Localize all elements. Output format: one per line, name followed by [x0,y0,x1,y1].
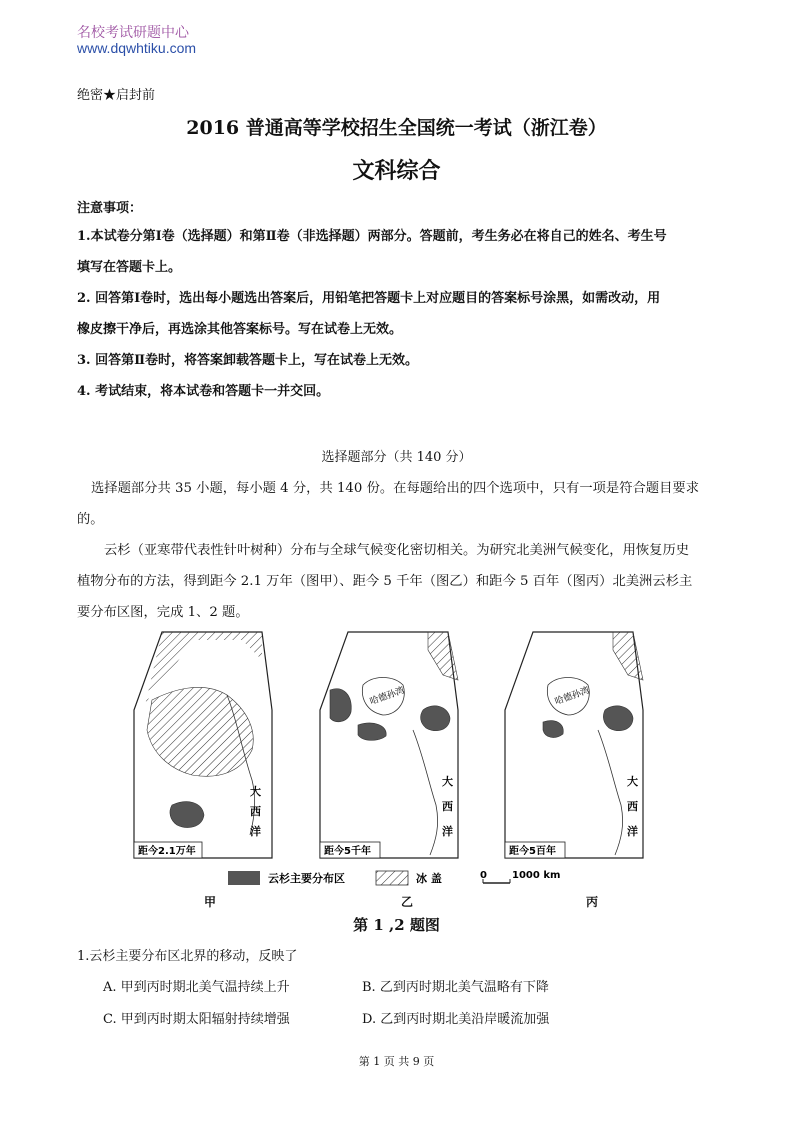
note-line: 2. 回答第Ⅰ卷时，选出每小题选出答案后，用铅笔把答题卡上对应题目的答案标号涂黑，如需改动，用 [77,291,661,306]
map-legend [228,868,568,888]
map-label-bing: 丙 [586,895,599,909]
watermark-name: 名校考试研题中心 [77,25,189,41]
legend-spruce-label: 云杉主要分布区 [268,872,345,885]
secret-mark: 绝密★启封前 [77,88,156,103]
figure-caption: 第 1 ,2 题图 [353,916,440,934]
bay-label: 哈德孙湾 [368,685,407,708]
map-jia-caption: 距今2.1万年 [138,846,196,857]
map-yi [318,630,478,860]
bay-label: 哈德孙湾 [553,685,592,708]
watermark-url[interactable]: www.dqwhtiku.com [77,40,197,56]
page-footer: 第 1 页 共 9 页 [358,1055,435,1068]
intro-line-1: 选择题部分共 35 小题，每小题 4 分，共 140 份。在每题给出的四个选项中，只有一项是符合题目要求 [91,481,699,496]
subject-title: 文科综合 [352,158,441,184]
option-c: C. 甲到丙时期太阳辐射持续增强 [103,1012,290,1027]
legend-spruce-swatch [228,871,260,885]
svg-text:洋: 洋 [250,825,261,838]
note-line: 1.本试卷分第Ⅰ卷（选择题）和第Ⅱ卷（非选择题）两部分。答题前，考生务必在将自己的姓名、考生号 [77,229,667,244]
svg-text:大: 大 [250,785,261,798]
map-bing-caption: 距今5百年 [509,846,556,857]
intro-line-2: 的。 [77,512,104,527]
legend-ice-swatch [376,871,408,885]
svg-text:洋: 洋 [627,825,638,838]
map-label-jia: 甲 [204,895,217,909]
passage-line-1: 云杉（亚寒带代表性针叶树种）分布与全球气候变化密切相关。为研究北美洲气候变化，用恢复历史 [104,543,690,558]
section-title: 选择题部分（共 140 分） [321,450,472,465]
map-jia [132,630,292,860]
svg-text:西: 西 [442,800,453,813]
map-yi-caption: 距今5千年 [324,846,371,857]
svg-text:西: 西 [250,805,261,818]
option-b: B. 乙到丙时期北美气温略有下降 [362,980,549,995]
note-line: 橡皮擦干净后，再选涂其他答案标号。写在试卷上无效。 [77,322,403,337]
question-stem: 1.云杉主要分布区北界的移动，反映了 [77,949,298,964]
svg-text:洋: 洋 [442,825,453,838]
scale-end: 1000 km [512,870,561,881]
option-a: A. 甲到丙时期北美气温持续上升 [103,980,290,995]
passage-line-2: 植物分布的方法，得到距今 2.1 万年（图甲）、距今 5 千年（图乙）和距今 5 百年（图丙）北美洲云杉主 [77,574,693,589]
scale-zero: 0 [480,870,487,881]
svg-text:西: 西 [627,800,638,813]
exam-title: 2016 普通高等学校招生全国统一考试（浙江卷） [186,117,607,139]
note-line: 填写在答题卡上。 [77,260,182,275]
map-bing [503,630,663,860]
legend-ice-label: 冰 盖 [416,872,442,885]
svg-text:大: 大 [627,775,638,788]
notes-heading: 注意事项： [77,201,143,216]
passage-line-3: 要分布区图，完成 1、2 题。 [77,605,249,620]
map-label-yi: 乙 [401,895,414,909]
note-line: 4. 考试结束，将本试卷和答题卡一并交回。 [77,384,330,399]
svg-text:大: 大 [442,775,453,788]
option-d: D. 乙到丙时期北美沿岸暖流加强 [362,1012,550,1027]
note-line: 3. 回答第Ⅱ卷时，将答案卸载答题卡上，写在试卷上无效。 [77,353,419,368]
figure-maps [120,630,680,900]
